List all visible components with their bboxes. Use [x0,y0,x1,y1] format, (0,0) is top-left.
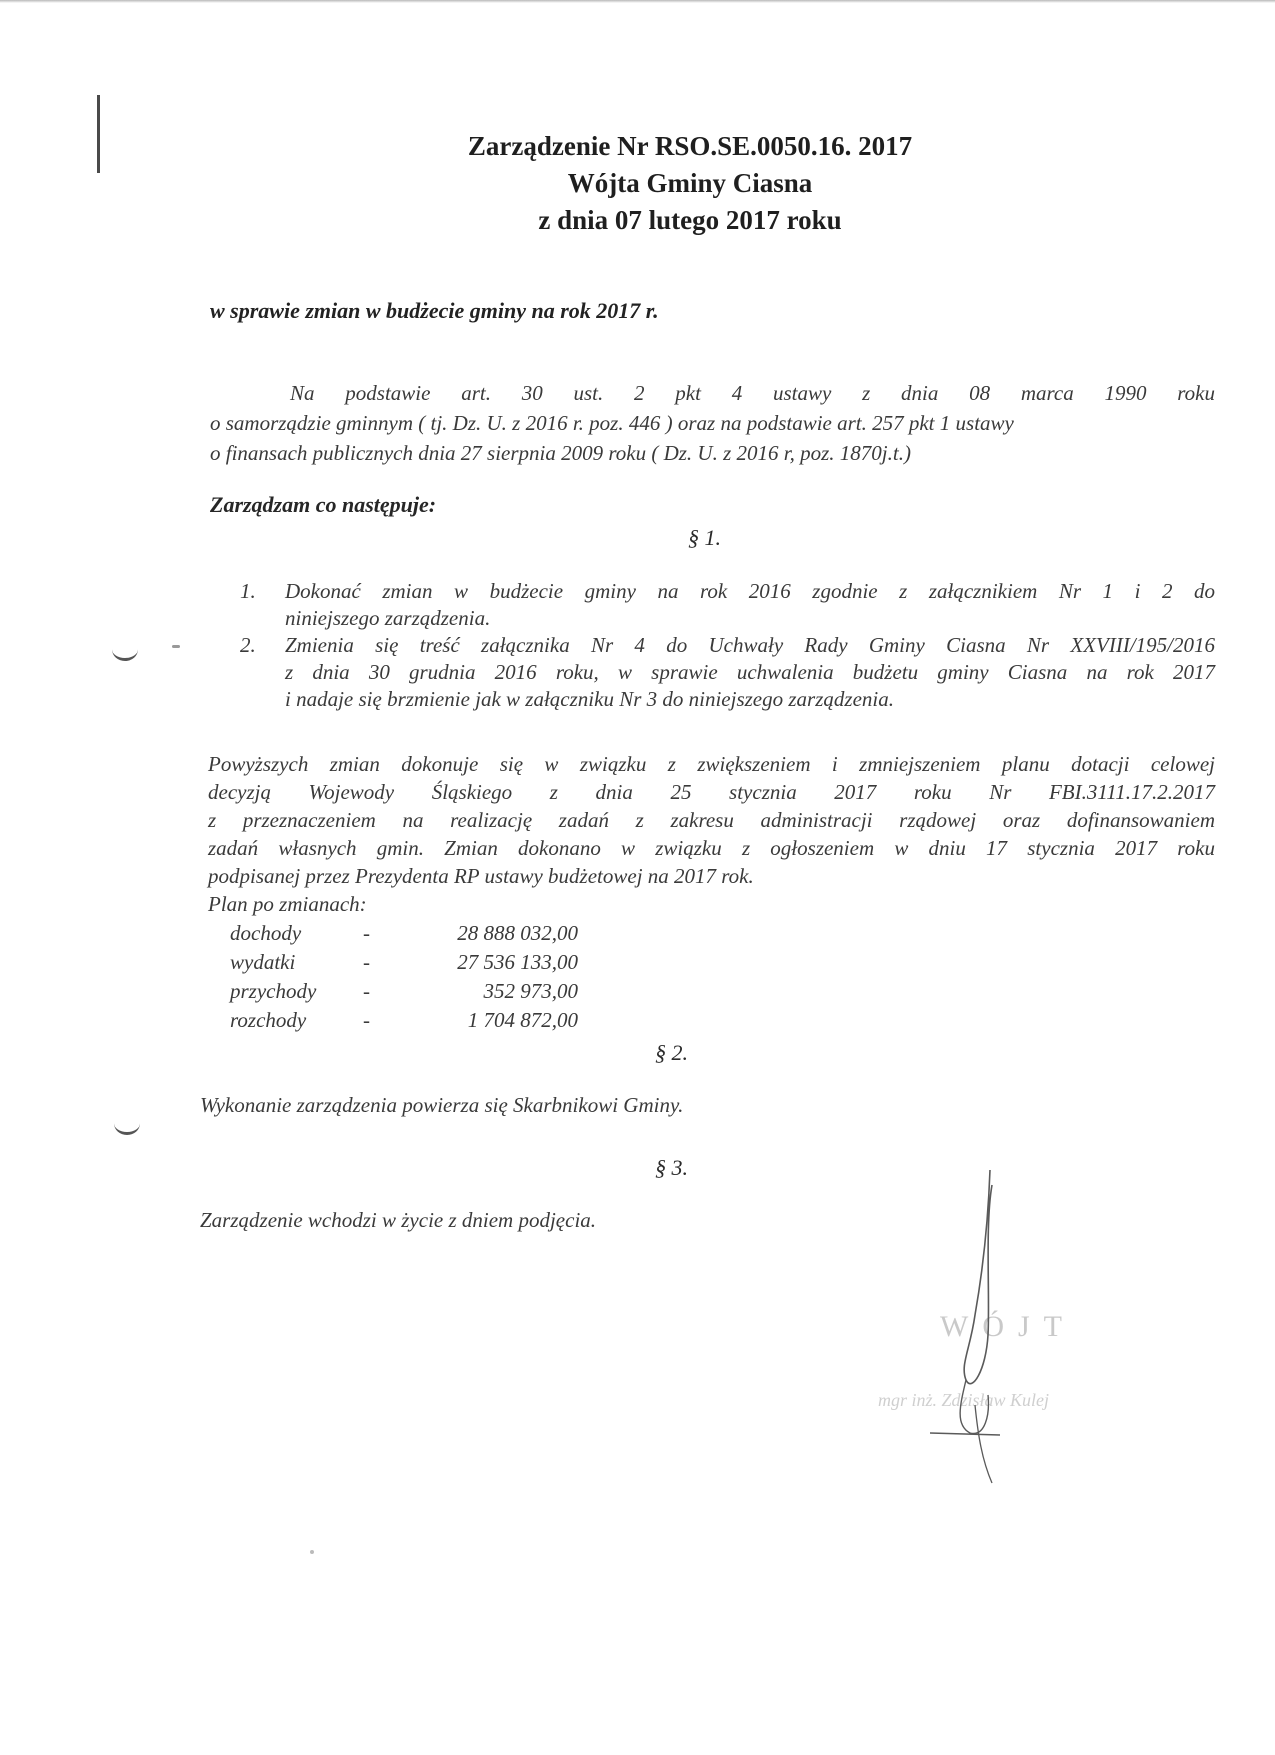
list-item-line: niniejszego zarządzenia. [285,606,491,630]
plan-row-value: 352 973,00 [483,979,578,1003]
plan-row-label: przychody [230,979,317,1003]
document-title [380,128,1000,239]
list-item [240,578,1215,632]
legal-basis-line: o finansach publicznych dnia 27 sierpnia 2009 roku ( Dz. U. z 2016 r, poz. 1870j.t.) [210,441,911,465]
scan-edge [0,0,1275,3]
list-item-line: i nadaje się brzmienie jak w załączniku Nr 3 do niniejszego zarządzenia. [285,687,894,711]
plan-row [208,948,578,977]
subject-line: w sprawie zmian w budżecie gminy na rok 2017 r. [210,298,659,323]
list-item [240,632,1215,713]
list-item-line: z dnia 30 grudnia 2016 roku, w sprawie uchwalenia budżetu gminy Ciasna na rok 2017 [285,660,1215,684]
plan-row-label: dochody [230,921,302,945]
stamp-title: WÓJT [940,1310,1076,1343]
signature-graphic [930,1165,1030,1485]
plan-row-value: 28 888 032,00 [457,921,578,945]
plan-heading: Plan po zmianach: [208,892,367,916]
justification-line: z przeznaczeniem na realizację zadań z zakresu administracji rządowej oraz dofinansowaniem [208,808,1215,832]
section-3-text: Zarządzenie wchodzi w życie z dniem podjęcia. [200,1208,597,1232]
title-line-order-number: Zarządzenie Nr RSO.SE.0050.16. 2017 [467,131,913,161]
list-item-line: Zmienia się treść załącznika Nr 4 do Uchwały Rady Gminy Ciasna Nr XXVIII/195/2016 [285,633,1215,657]
plan-row-value: 1 704 872,00 [467,1008,578,1032]
budget-plan [208,890,578,1035]
justification [208,750,1215,890]
scan-speck [310,1550,314,1554]
section-1-mark: § 1. [688,525,721,550]
plan-row-dash: - [363,979,370,1003]
legal-basis-line: Na podstawie art. 30 ust. 2 pkt 4 ustawy z dnia 08 marca 1990 roku [290,381,1215,405]
justification-line: podpisanej przez Prezydenta RP ustawy budżetowej na 2017 rok. [208,864,754,888]
plan-row-label: rozchody [230,1008,307,1032]
section-2-text: Wykonanie zarządzenia powierza się Skarbnikowi Gminy. [200,1093,684,1117]
justification-line: zadań własnych gmin. Zmian dokonano w związku z ogłoszeniem w dniu 17 stycznia 2017 roku [208,836,1215,860]
legal-basis-line: o samorządzie gminnym ( tj. Dz. U. z 2016 r. poz. 446 ) oraz na podstawie art. 257 pkt 1 ustawy [210,411,1014,435]
ordering-phrase: Zarządzam co następuje: [210,492,437,517]
list-item-number: 1. [240,579,256,603]
title-line-date: z dnia 07 lutego 2017 roku [538,205,842,235]
plan-row-dash: - [363,1008,370,1032]
scan-speck [172,645,180,648]
section-1-list [240,578,1215,713]
plan-row-dash: - [363,921,370,945]
section-3-mark: § 3. [655,1155,688,1180]
title-line-issuer: Wójta Gminy Ciasna [567,168,813,198]
plan-row-value: 27 536 133,00 [457,950,578,974]
justification-line: decyzją Wojewody Śląskiego z dnia 25 stycznia 2017 roku Nr FBI.3111.17.2.2017 [208,780,1215,804]
plan-row-label: wydatki [230,950,296,974]
punch-hole [112,638,138,661]
list-item-line: Dokonać zmian w budżecie gminy na rok 2016 zgodnie z załącznikiem Nr 1 i 2 do [285,579,1215,603]
section-2-mark: § 2. [655,1040,688,1065]
stamp-name: mgr inż. Zdzisław Kulej [878,1390,1050,1410]
justification-line: Powyższych zmian dokonuje się w związku z zwiększeniem i zmniejszeniem planu dotacji celowej [208,752,1215,776]
list-item-number: 2. [240,633,256,657]
margin-mark [97,95,100,173]
plan-row-dash: - [363,950,370,974]
plan-row [208,1006,578,1035]
plan-row [208,977,578,1006]
punch-hole [114,1112,140,1135]
legal-basis [210,378,1215,468]
plan-row [208,919,578,948]
